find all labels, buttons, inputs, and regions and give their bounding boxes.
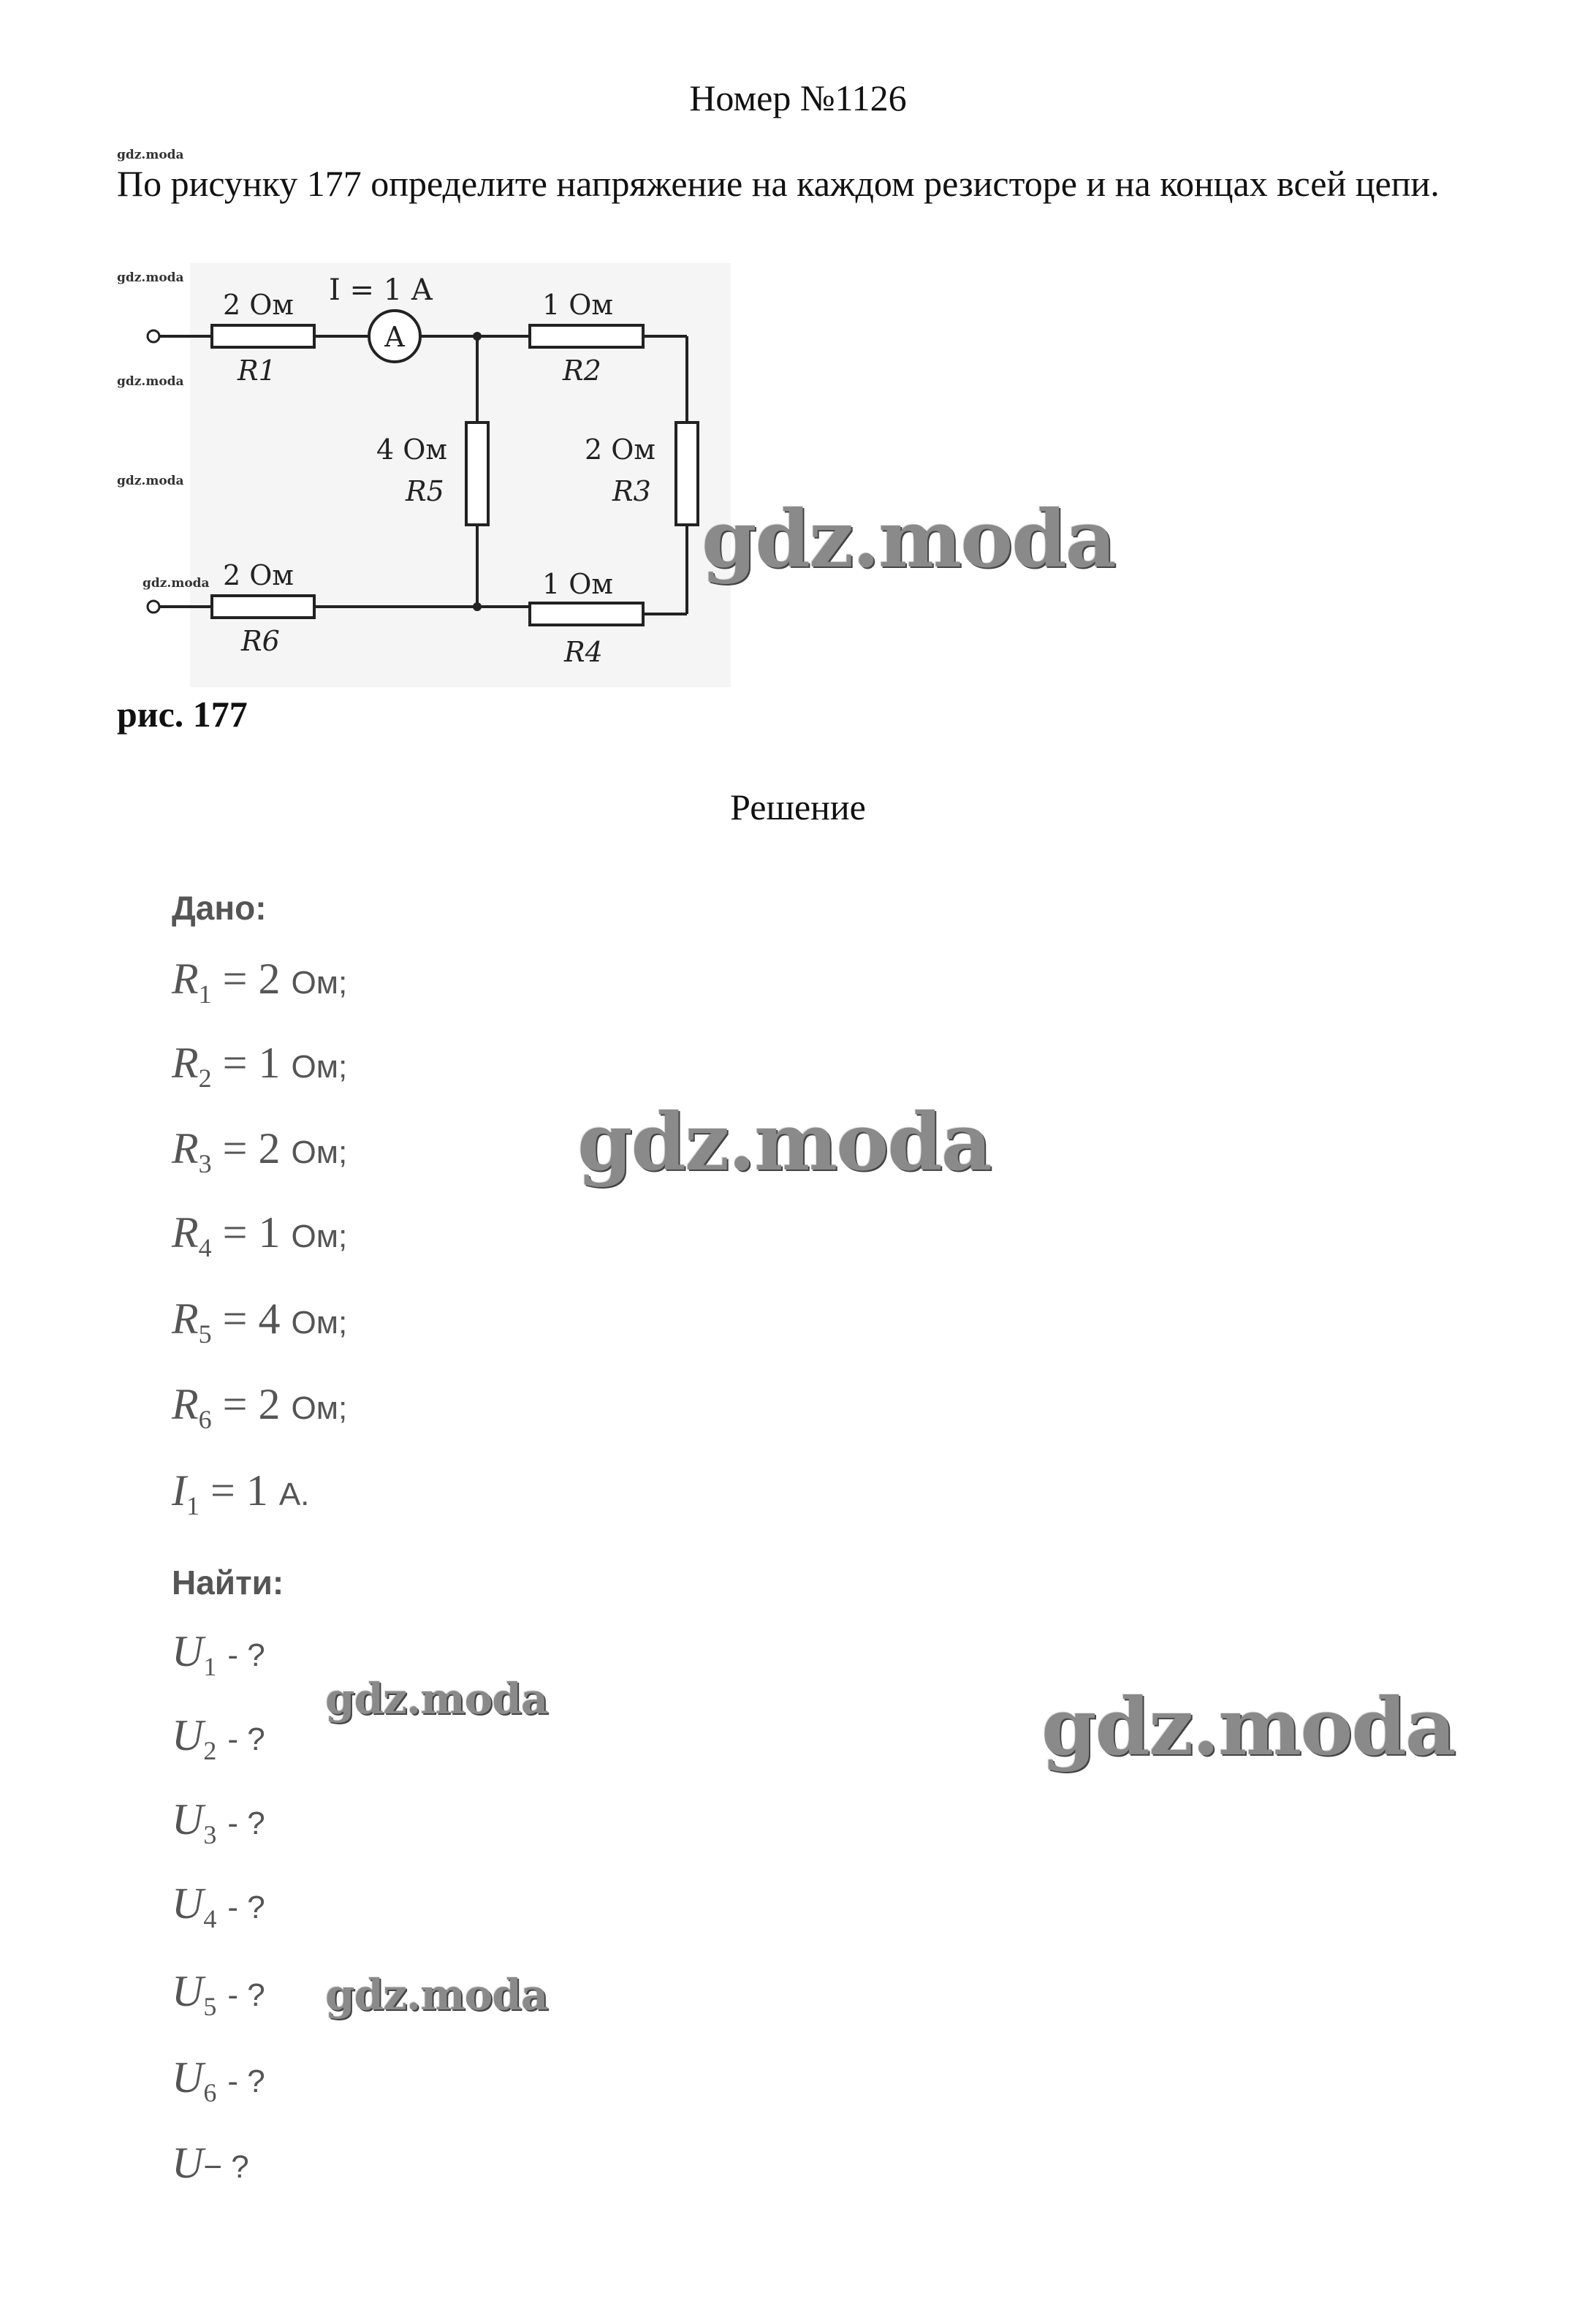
find-u3: $U_3$ - ? [172,1795,265,1849]
r3-name: R3 [612,475,651,507]
find-u2: $U_2$ - ? [172,1711,265,1765]
watermark-small: gdz.moda [325,1674,548,1724]
given-r1: $R_1 = 2$ Ом; [172,955,348,1009]
r2-name: R2 [563,355,601,387]
resistor-r5 [466,422,488,525]
page-title: Номер №1126 [689,77,907,118]
given-r5: $R_5 = 4$ Ом; [172,1295,348,1349]
find-heading: Найти: [172,1564,284,1602]
find-u: U− ? [172,2139,249,2187]
r6-value: 2 Ом [223,559,294,591]
given-i1: $I_1 = 1$ А. [172,1466,310,1520]
r1-value: 2 Ом [223,289,294,321]
given-r4: $R_4 = 1$ Ом; [172,1208,348,1262]
problem-text: По рисунку 177 определите напряжение на каждом резисторе и на концах всей цепи. [117,163,1440,204]
r4-name: R4 [564,636,603,668]
r4-value: 1 Ом [542,568,613,600]
r5-value: 4 Ом [376,433,447,466]
resistor-r2 [530,325,643,347]
given-r3: $R_3 = 2$ Ом; [172,1124,348,1178]
terminal-top [148,330,159,342]
small-watermark: gdz.moda [142,576,210,591]
ammeter-letter: A [384,321,405,353]
terminal-bottom [148,601,159,613]
watermark-small: gdz.moda [325,1970,548,2020]
current-label: I = 1 A [329,273,433,307]
r6-name: R6 [241,625,280,657]
find-u6: $U_6$ - ? [172,2053,265,2107]
watermark-large: gdz.moda [577,1096,991,1189]
r1-name: R1 [238,355,276,387]
junction-bottom [473,602,482,611]
watermark-large: gdz.moda [702,493,1115,586]
given-r6: $R_6 = 2$ Ом; [172,1380,348,1434]
circuit-figure [117,263,731,687]
find-u5: $U_5$ - ? [172,1967,265,2021]
small-watermark: gdz.moda [117,374,184,389]
find-u1: $U_1$ - ? [172,1627,265,1681]
resistor-r3 [676,422,698,525]
figure-caption: рис. 177 [117,694,248,735]
circuit-diagram [117,263,731,687]
given-heading: Дано: [172,889,267,927]
given-r2: $R_2 = 1$ Ом; [172,1039,348,1093]
r2-value: 1 Ом [542,289,613,321]
resistor-r6 [212,596,314,618]
r3-value: 2 Ом [585,433,656,466]
junction-top [473,332,482,341]
small-watermark: gdz.moda [117,148,184,162]
watermark-large: gdz.moda [1041,1681,1455,1773]
resistor-r4 [530,603,643,625]
find-u4: $U_4$ - ? [172,1879,265,1933]
solution-heading: Решение [730,787,866,827]
resistor-r1 [212,325,314,347]
small-watermark: gdz.moda [117,270,184,285]
r5-name: R5 [406,475,444,507]
small-watermark: gdz.moda [117,474,184,488]
